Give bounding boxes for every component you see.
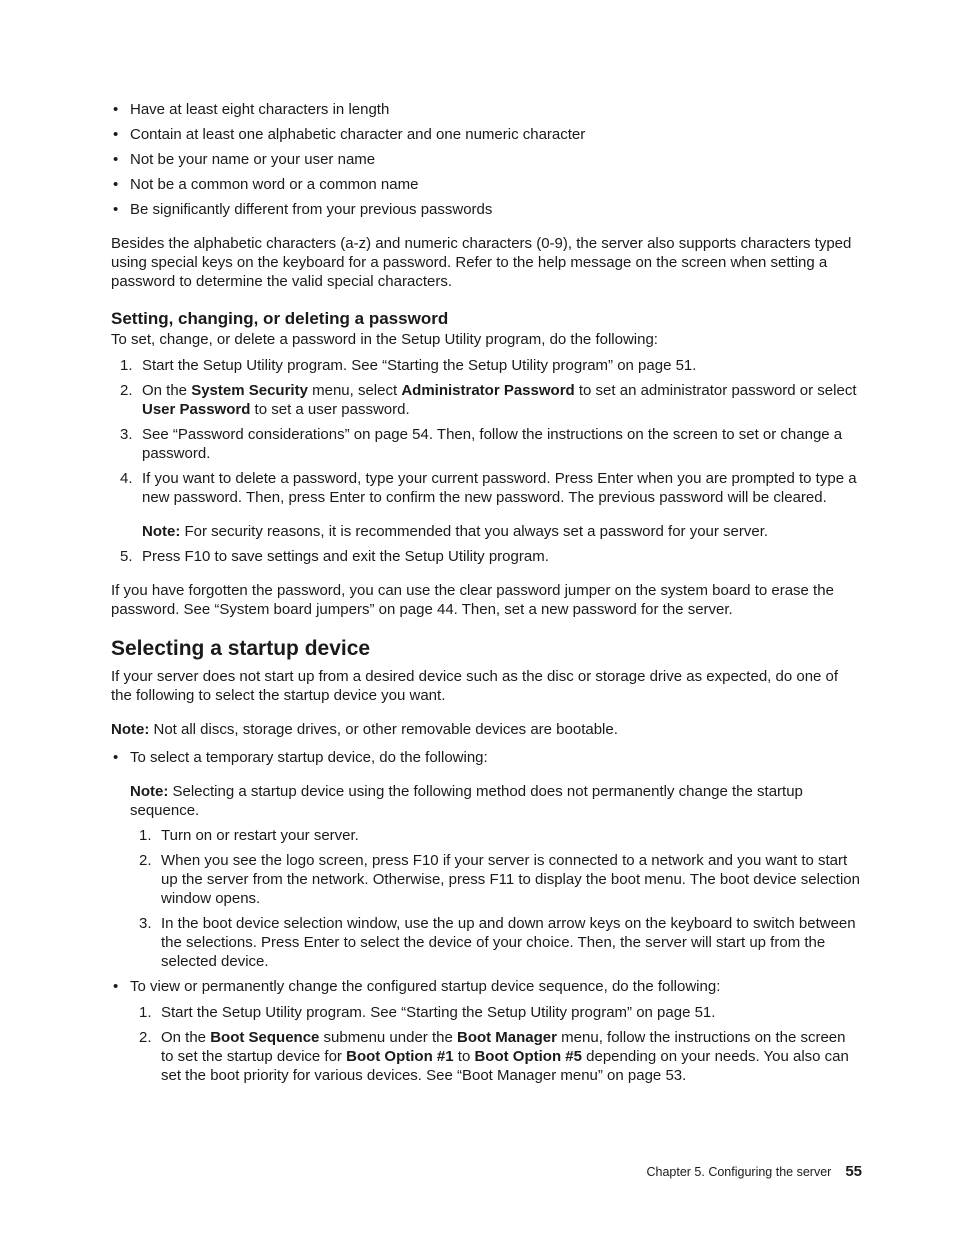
list-item: 3. See “Password considerations” on page 54. Then, follow the instructions on the screen to set or change a password. [120,426,843,462]
option-user-password: User Password [142,401,251,418]
menu-boot-manager: Boot Manager [456,1029,557,1046]
list-item: • To view or permanently change the configured startup device sequence, do the following: 1. Start the Setup Utility program. See “Starting the Setup Utility program” on page 51. 2. On the Boot Sequence submenu under the Boot Manager menu, follow the instructions on the screen to set the startup device for Boot Option #1 to Boot Option #5 depending on your needs. You also can set the boot priority for various devices. See “Boot Manager menu” on page 53. [111,977,861,1085]
startup-methods-list [111,748,861,1085]
list-item: • To select a temporary startup device, do the following: Note: Selecting a startup device using the following method does not permanently change the startup sequence. 1. Turn on or restart your server. 2. When you see the logo screen, press F10 if your server is connected to a network and you want to start up the server from the network. Otherwise, press F11 to display the boot menu. The boot device selection window opens. 3. In the boot device selection window, use the up and down arrow keys on the keyboard to switch between the selections. Press Enter to select the device of your choice. Then, the server will start up from the selected device. [111,748,861,971]
page-content [111,100,861,1091]
list-item: • Not be a common word or a common name [111,175,861,194]
page-footer [0,1163,862,1180]
list-item: 2. On the Boot Sequence submenu under the Boot Manager menu, follow the instructions on the screen to set the startup device for Boot Option #1 to Boot Option #5 depending on your needs. You also can set the boot priority for various devices. See “Boot Manager menu” on page 53. [139,1029,849,1084]
option-boot-option-5: Boot Option #5 [474,1048,582,1065]
list-item: 3. In the boot device selection window, use the up and down arrow keys on the keyboard to switch between the selections. Press Enter to select the device of your choice. Then, the server will start up from the selected device. [139,915,856,970]
bootable-note: Note: Not all discs, storage drives, or other removable devices are bootable. [111,721,618,738]
security-note: Note: For security reasons, it is recommended that you always set a password for your server. [142,523,769,540]
list-item: 4. If you want to delete a password, type your current password. Press Enter when you are prompted to type a new password. Then, press Enter to confirm the new password. The previous password will be cleared. Note: For security reasons, it is recommended that you always set a password for your server. [111,469,861,541]
menu-name-system-security: System Security [191,382,308,399]
list-item: 2. On the System Security menu, select Administrator Password to set an administrator password or select User Password to set a user password. [120,382,857,418]
startup-intro: If your server does not start up from a desired device such as the disc or storage drive as expected, do one of the following to select the startup device you want. [111,668,839,704]
list-item: 1. Start the Setup Utility program. See “Starting the Setup Utility program” on page 51. [139,1004,716,1021]
list-item: 1. Start the Setup Utility program. See “Starting the Setup Utility program” on page 51. [120,357,697,374]
list-item: • Contain at least one alphabetic character and one numeric character [111,125,861,144]
setting-intro: To set, change, or delete a password in the Setup Utility program, do the following: [111,331,658,348]
temporary-device-note: Note: Selecting a startup device using the following method does not permanently change the startup sequence. [130,783,803,819]
special-characters-paragraph: Besides the alphabetic characters (a-z) and numeric characters (0-9), the server also supports characters typed using special keys on the keyboard for a password. Refer to the help message on the screen when setting a password to determine the valid special characters. [111,235,852,290]
section-heading-setting-password: Setting, changing, or deleting a password [111,309,449,328]
setting-steps-list [111,356,861,566]
list-item: 1. Turn on or restart your server. [139,827,359,844]
list-item: 2. When you see the logo screen, press F10 if your server is connected to a network and you want to start up the server from the network. Otherwise, press F11 to display the boot menu. The boot device selection window opens. [139,852,860,907]
temporary-device-steps [130,826,861,971]
option-boot-option-1: Boot Option #1 [346,1048,454,1065]
section-heading-startup-device: Selecting a startup device [111,637,371,660]
permanent-sequence-steps [130,1003,861,1085]
list-item: • Be significantly different from your previous passwords [111,200,861,219]
page-number: 55 [845,1163,862,1180]
list-item: • Have at least eight characters in length [111,100,861,119]
password-requirements-list [111,100,861,219]
submenu-boot-sequence: Boot Sequence [210,1029,320,1046]
footer-chapter: Chapter 5. Configuring the server [646,1165,832,1179]
list-item: 5. Press F10 to save settings and exit the Setup Utility program. [120,548,549,565]
option-administrator-password: Administrator Password [401,382,575,399]
forgotten-password-paragraph: If you have forgotten the password, you can use the clear password jumper on the system board to erase the password. See “System board jumpers” on page 44. Then, set a new password for the server. [111,582,834,618]
list-item: • Not be your name or your user name [111,150,861,169]
